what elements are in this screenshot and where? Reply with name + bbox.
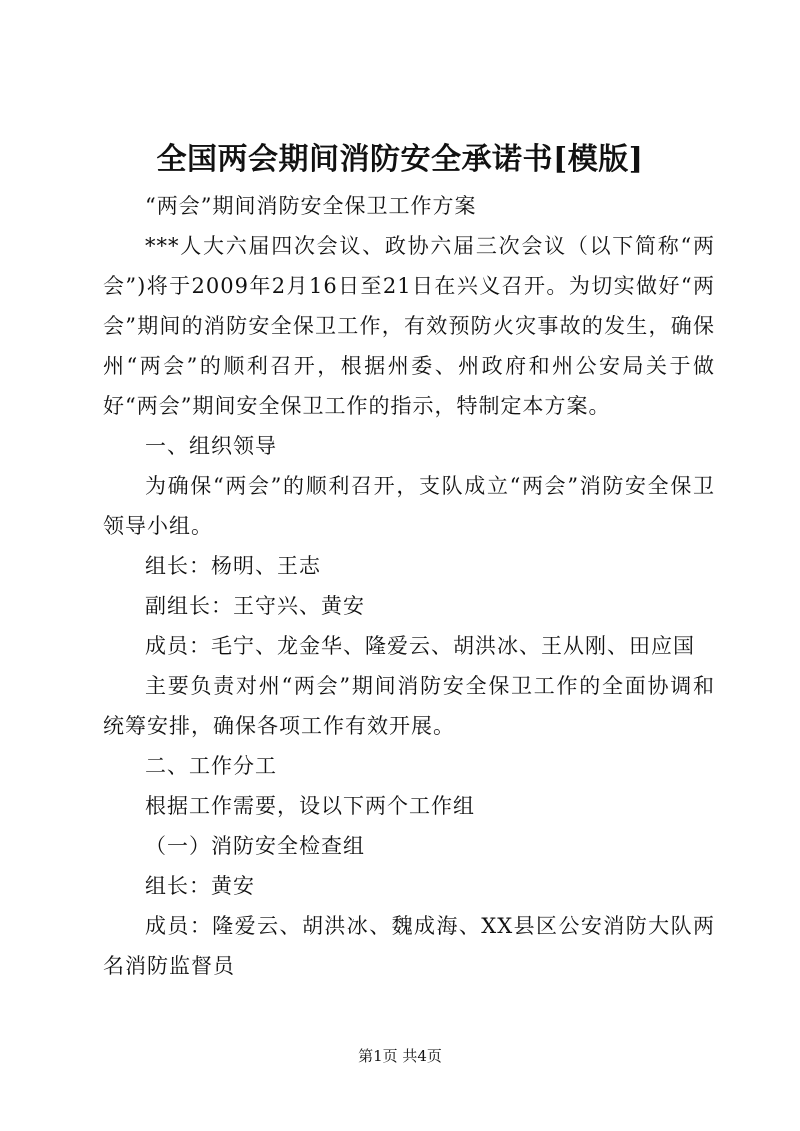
paragraph-group-leader: 组长：杨明、王志: [145, 554, 321, 578]
subsection-heading-inspection: （一）消防安全检查组: [145, 834, 365, 858]
paragraph-work-groups: 根据工作需要，设以下两个工作组: [145, 794, 475, 818]
page-number-footer: 第1页 共4页: [358, 1047, 442, 1065]
paragraph-members: 成员：毛宁、龙金华、隆爱云、胡洪冰、王从刚、田应国: [145, 634, 695, 658]
paragraph-intro: ***人大六届四次会议、政协六届三次会议（以下简称“两会”)将于2009年2月16日至21日在兴义召开。为切实做好“两会”期间的消防安全保卫工作，有效预防火灾事故的发生，确保州“两会”的顺利召开，根据州委、州政府和州公安局关于做好“两会”期间安全保卫工作的指示，特制定本方案。: [103, 234, 715, 418]
paragraph-responsibility: 主要负责对州“两会”期间消防安全保卫工作的全面协调和统筹安排，确保各项工作有效开展。: [103, 674, 715, 738]
document-title: 全国两会期间消防安全承诺书[模版]: [156, 142, 644, 177]
paragraph-inspection-leader: 组长：黄安: [145, 874, 255, 898]
paragraph-inspection-members: 成员：隆爱云、胡洪冰、魏成海、XX县区公安消防大队两名消防监督员: [103, 914, 715, 978]
section-heading-division: 二、工作分工: [145, 754, 277, 778]
section-heading-organization: 一、组织领导: [145, 434, 277, 458]
paragraph-plan-heading: “两会”期间消防安全保卫工作方案: [145, 194, 477, 218]
paragraph-leadership-group: 为确保“两会”的顺利召开，支队成立“两会”消防安全保卫领导小组。: [103, 474, 715, 538]
paragraph-deputy-leader: 副组长：王守兴、黄安: [145, 594, 365, 618]
document-body: [103, 186, 715, 986]
